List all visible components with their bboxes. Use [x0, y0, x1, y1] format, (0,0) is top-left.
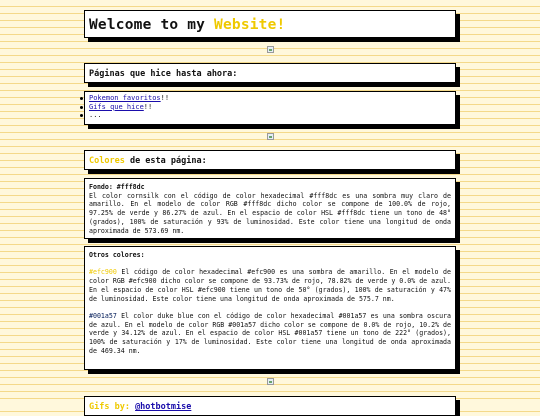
gifs-credit-box	[84, 396, 456, 416]
pages-heading-box	[84, 63, 456, 83]
color2-description: #001a57 El color duke blue con el código de color hexadecimal #001a57 es una sombra oscura de azul. En el modelo de color RGB #001a57 dicho color se compone de 0.0% de rojo, 10.2% de verde y 34.12% de azul. En el espacio de color HSL #001a57 tiene un tono de 222° (grados), 100% de saturación y 17% de luminosidad. Este color tiene una longitud de onda aproximada de 469.34 nm.	[89, 311, 451, 355]
list-item: Gifs que hice!!	[89, 103, 451, 112]
link-gifs-que-hice[interactable]: Gifs que hice	[89, 102, 144, 111]
background-color-box	[84, 178, 456, 239]
color1-hex: #efc900	[89, 268, 117, 277]
list-item: ...	[89, 111, 451, 120]
broken-image-icon	[267, 378, 274, 385]
pages-heading: Páginas que hice hasta ahora:	[89, 69, 238, 79]
background-description: El color cornsilk con el código de color hexadecimal #fff8dc es una sombra muy claro de amarillo. En el modelo de color RGB #fff8dc dicho color se compone de 100.0% de rojo, 97.25% de verde y 86.27% de azul. En el espacio de color HSL #fff8dc tiene un tono de 48° (grados), 100% de saturación y 93% de luminosidad. Este color tiene una longitud de onda aproximada de 573.69 nm.	[89, 191, 451, 235]
broken-image-icon	[267, 133, 274, 140]
gifs-credit: Gifs by: @hotbotmise	[89, 402, 192, 412]
other-colors-label: Otros colores:	[89, 251, 145, 259]
pages-list	[89, 94, 451, 120]
pages-list-box	[84, 91, 456, 125]
other-colors-box	[84, 246, 456, 370]
colors-heading: Colores de esta página:	[89, 156, 207, 166]
link-pokemon-favoritos[interactable]: Pokemon favoritos	[89, 94, 161, 102]
title-accent: Website!	[214, 17, 286, 33]
colors-heading-box	[84, 150, 456, 170]
color2-hex: #001a57	[89, 311, 117, 320]
title-box	[84, 10, 456, 38]
broken-image-icon	[267, 46, 274, 53]
color1-description: #efc900 El código de color hexadecimal #efc900 es una sombra de amarillo. En el modelo de color RGB #efc900 dicho color se compone de 93.73% de rojo, 78.82% de verde y 0.0% de azul. En el espacio de color HSL #efc900 tiene un tono de 50° (grados), 100% de saturación y 47% de luminosidad. Este color tiene una longitud de onda aproximada de 575.7 nm.	[89, 268, 451, 303]
gifs-credit-link[interactable]: @hotbotmise	[135, 402, 192, 412]
site-title: Welcome to my Website!	[89, 17, 286, 33]
list-item: Pokemon favoritos!!	[89, 94, 451, 103]
background-label: Fondo: #fff8dc	[89, 183, 145, 191]
